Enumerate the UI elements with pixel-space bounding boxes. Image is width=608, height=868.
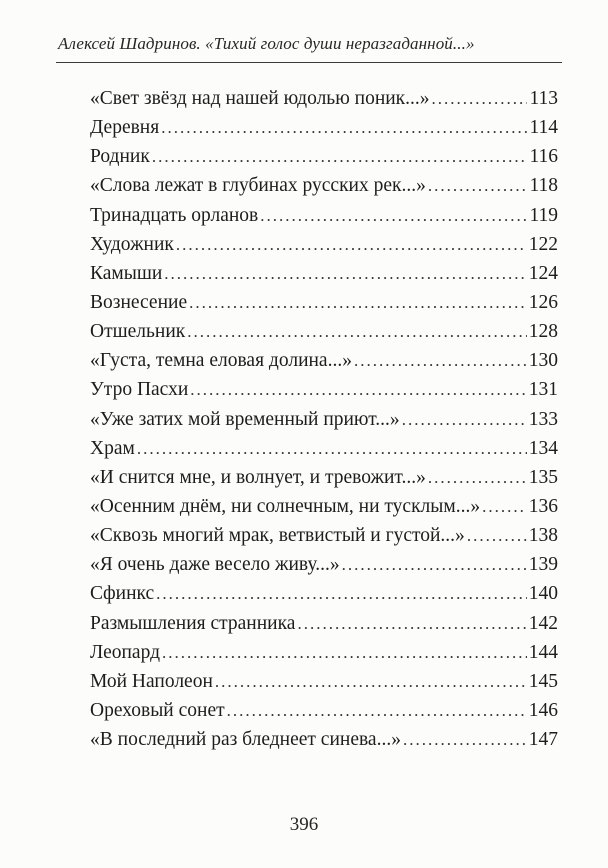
page-number: 396: [289, 814, 319, 835]
toc-entry-title: Вознесение: [90, 291, 188, 313]
toc-entry-title: Художник: [90, 233, 174, 255]
toc-entry-page: 134: [528, 437, 558, 459]
toc-entry: [90, 496, 558, 525]
toc-entry-page: 140: [528, 583, 558, 605]
dot-leader: [428, 468, 527, 488]
toc-entry-title: «В последний раз бледнеет синева...»: [90, 729, 401, 751]
toc-entry-page: 119: [529, 204, 558, 226]
toc-entry-title: Храм: [90, 437, 135, 459]
toc-entry-page: 133: [528, 408, 558, 430]
toc-entry-title: Сфинкс: [90, 583, 155, 605]
toc-entry-page: 138: [528, 525, 558, 547]
toc-entry: [90, 146, 558, 175]
dot-leader: [260, 206, 527, 226]
dot-leader: [215, 672, 527, 692]
toc-entry: [90, 379, 558, 408]
toc-entry-title: Размышления странника: [90, 612, 296, 634]
dot-leader: [176, 235, 527, 255]
dot-leader: [467, 526, 527, 546]
toc-entry-page: 142: [528, 612, 558, 634]
dot-leader: [164, 264, 526, 284]
toc-entry: [90, 438, 558, 467]
toc-entry-title: «Уже затих мой временный приют...»: [90, 408, 400, 430]
toc-entry-title: «Я очень даже весело живу...»: [90, 554, 340, 576]
toc-entry: [90, 263, 558, 292]
dot-leader: [403, 730, 527, 750]
header-rule: [56, 62, 562, 63]
dot-leader: [227, 701, 527, 721]
toc-entry-page: 136: [528, 495, 558, 517]
toc-entry-title: Ореховый сонет: [90, 699, 225, 721]
toc-entry: [90, 729, 558, 758]
toc-entry: [90, 671, 558, 700]
toc-entry-page: 145: [528, 670, 558, 692]
toc-entry: [90, 117, 558, 146]
toc-entry-title: «Слова лежат в глубинах русских рек...»: [90, 175, 426, 197]
toc-entry-page: 118: [529, 175, 558, 197]
dot-leader: [152, 147, 528, 167]
toc-entry: [90, 234, 558, 263]
dot-leader: [156, 584, 527, 604]
dot-leader: [354, 351, 527, 371]
running-header: Алексей Шадринов. «Тихий голос души неразгаданной...»: [58, 34, 475, 53]
toc-entry-title: Мой Наполеон: [90, 670, 213, 692]
dot-leader: [432, 89, 528, 109]
toc-entry-title: «И снится мне, и волнует, и тревожит...»: [90, 466, 426, 488]
toc-entry: [90, 409, 558, 438]
toc-entry-page: 130: [528, 350, 558, 372]
toc-entry: [90, 642, 558, 671]
toc-entry: [90, 554, 558, 583]
toc-entry: [90, 467, 558, 496]
toc-entry: [90, 321, 558, 350]
toc-entry-title: Тринадцать орланов: [90, 204, 259, 226]
toc-entry: [90, 525, 558, 554]
toc-entry-page: 126: [528, 291, 558, 313]
toc-entry-title: Деревня: [90, 117, 160, 139]
toc-entry-title: Утро Пасхи: [90, 379, 189, 401]
toc-entry-page: 114: [529, 117, 558, 139]
dot-leader: [189, 293, 527, 313]
toc-entry: [90, 700, 558, 729]
toc-entry: [90, 613, 558, 642]
dot-leader: [297, 614, 526, 634]
toc-entry: [90, 583, 558, 612]
toc-entry-title: Родник: [90, 146, 150, 168]
toc-entry: [90, 175, 558, 204]
toc-entry: [90, 88, 558, 117]
toc-entry-page: 139: [528, 554, 558, 576]
toc-entry-page: 147: [528, 729, 558, 751]
toc-entry: [90, 350, 558, 379]
toc-entry-title: Отшельник: [90, 321, 186, 343]
toc-entry-page: 124: [528, 262, 558, 284]
dot-leader: [342, 555, 527, 575]
toc-entry-title: «Свет звёзд над нашей юдолью поник...»: [90, 88, 430, 109]
dot-leader: [137, 439, 527, 459]
toc-entry-page: 144: [528, 641, 558, 663]
dot-leader: [187, 322, 527, 342]
toc-entry-page: 146: [528, 699, 558, 721]
toc-entry-title: «Сквозь многий мрак, ветвистый и густой...»: [90, 525, 465, 547]
table-of-contents: [90, 88, 558, 758]
toc-entry-page: 128: [528, 321, 558, 343]
dot-leader: [190, 380, 526, 400]
toc-entry-page: 131: [528, 379, 558, 401]
dot-leader: [482, 497, 527, 517]
toc-entry-title: «Осенним днём, ни солнечным, ни тусклым...»: [90, 495, 481, 517]
toc-entry: [90, 292, 558, 321]
dot-leader: [428, 176, 528, 196]
toc-entry-title: Леопард: [90, 641, 161, 663]
toc-entry-page: 116: [529, 146, 558, 168]
toc-entry-page: 113: [529, 88, 558, 109]
dot-leader: [161, 118, 527, 138]
dot-leader: [162, 643, 527, 663]
toc-entry-page: 122: [528, 233, 558, 255]
toc-entry-page: 135: [528, 466, 558, 488]
dot-leader: [402, 410, 527, 430]
toc-entry-title: «Густа, темна еловая долина...»: [90, 350, 352, 372]
toc-entry: [90, 205, 558, 234]
toc-entry-title: Камыши: [90, 262, 163, 284]
